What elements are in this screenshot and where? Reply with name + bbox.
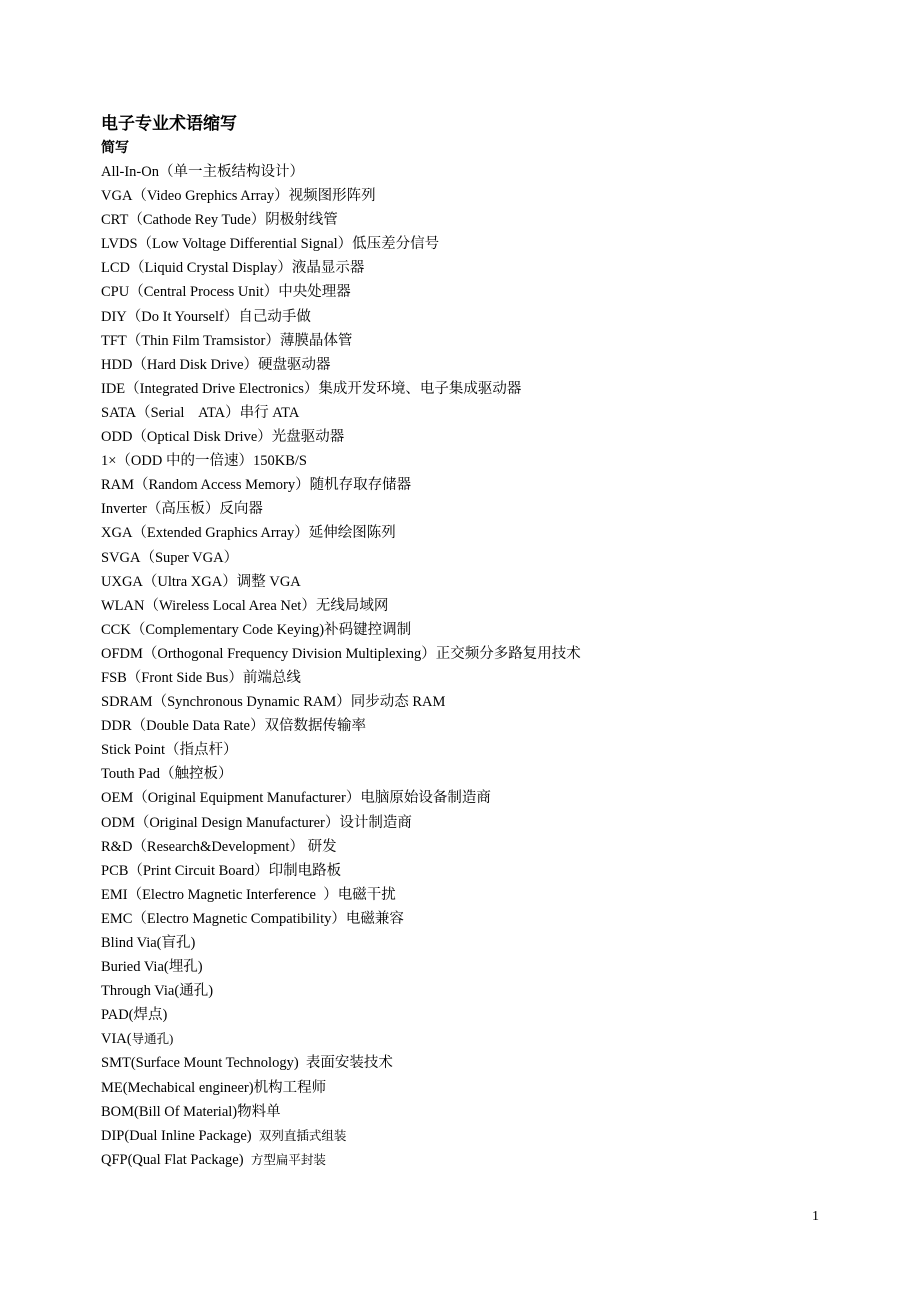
- term-text: CCK（Complementary Code Keying)补码键控调制: [101, 621, 412, 638]
- term-text: CRT（Cathode Rey Tude）阴极射线管: [101, 212, 338, 229]
- term-entry: [101, 521, 861, 545]
- term-entry: [101, 835, 861, 859]
- term-text: DIP(Dual Inline Package): [101, 1127, 259, 1144]
- term-entry: [101, 931, 861, 955]
- term-entry: [101, 570, 861, 594]
- term-text: SMT(Surface Mount Technology) 表面安装技术: [101, 1055, 393, 1072]
- term-entry: [101, 1148, 861, 1172]
- term-text: Through Via(通孔): [101, 983, 214, 1000]
- term-entry: [101, 280, 861, 304]
- term-text: ODD（Optical Disk Drive）光盘驱动器: [101, 429, 345, 446]
- term-entry: [101, 811, 861, 835]
- term-entry: [101, 160, 861, 184]
- term-entry: [101, 618, 861, 642]
- term-entry: [101, 738, 861, 762]
- term-text: Touth Pad（触控板）: [101, 766, 233, 783]
- term-list: [101, 160, 861, 1172]
- term-entry: [101, 546, 861, 570]
- document-title: 电子专业术语缩写: [101, 114, 237, 134]
- term-text: ODM（Original Design Manufacturer）设计制造商: [101, 814, 412, 831]
- term-text: EMC（Electro Magnetic Compatibility）电磁兼容: [101, 910, 404, 927]
- term-text: OEM（Original Equipment Manufacturer）电脑原始设备制造商: [101, 790, 491, 807]
- document-page: [101, 112, 861, 1172]
- term-entry: [101, 955, 861, 979]
- term-text: PAD(焊点): [101, 1007, 168, 1024]
- term-entry: [101, 1100, 861, 1124]
- term-text-tail: 导通孔): [131, 1032, 174, 1047]
- term-entry: [101, 1076, 861, 1100]
- term-text: 1×（ODD 中的一倍速）150KB/S: [101, 453, 307, 470]
- term-text-tail: 方型扁平封装: [250, 1152, 326, 1167]
- term-text: QFP(Qual Flat Package): [101, 1151, 251, 1168]
- term-text: DIY（Do It Yourself）自己动手做: [101, 308, 311, 325]
- term-entry: [101, 907, 861, 931]
- term-text: ME(Mechabical engineer)机构工程师: [101, 1079, 327, 1096]
- term-entry: [101, 208, 861, 232]
- term-text: Inverter（高压板）反向器: [101, 501, 263, 518]
- term-text-tail: 双列直插式组装: [258, 1128, 347, 1143]
- term-entry: [101, 883, 861, 907]
- term-entry: [101, 1051, 861, 1075]
- term-entry: [101, 762, 861, 786]
- term-entry: [101, 594, 861, 618]
- term-entry: [101, 859, 861, 883]
- term-text: XGA（Extended Graphics Array）延伸绘图陈列: [101, 525, 396, 542]
- term-text: IDE（Integrated Drive Electronics）集成开发环境、电子集成驱动器: [101, 380, 522, 397]
- term-text: HDD（Hard Disk Drive）硬盘驱动器: [101, 356, 331, 373]
- term-text: BOM(Bill Of Material)物料单: [101, 1103, 281, 1120]
- term-text: Stick Point（指点杆）: [101, 742, 238, 759]
- term-text: Buried Via(埋孔): [101, 959, 203, 976]
- term-entry: [101, 232, 861, 256]
- term-text: DDR（Double Data Rate）双倍数据传输率: [101, 718, 366, 735]
- term-text: UXGA（Ultra XGA）调整 VGA: [101, 573, 301, 590]
- term-text: RAM（Random Access Memory）随机存取存储器: [101, 477, 412, 494]
- term-text: LVDS（Low Voltage Differential Signal）低压差分信号: [101, 236, 440, 253]
- term-entry: [101, 473, 861, 497]
- term-text: WLAN（Wireless Local Area Net）无线局域网: [101, 597, 389, 614]
- term-entry: [101, 786, 861, 810]
- term-entry: [101, 353, 861, 377]
- term-text: VGA（Video Grephics Array）视频图形阵列: [101, 188, 376, 205]
- term-text: FSB（Front Side Bus）前端总线: [101, 669, 301, 686]
- term-text: Blind Via(盲孔): [101, 935, 196, 951]
- term-entry: [101, 449, 861, 473]
- term-entry: [101, 425, 861, 449]
- term-entry: [101, 377, 861, 401]
- term-entry: [101, 690, 861, 714]
- term-entry: [101, 1124, 861, 1148]
- term-text: EMI（Electro Magnetic Interference ）电磁干扰: [101, 886, 396, 903]
- term-text: SDRAM（Synchronous Dynamic RAM）同步动态 RAM: [101, 694, 446, 711]
- term-entry: [101, 497, 861, 521]
- term-entry: [101, 184, 861, 208]
- term-entry: [101, 256, 861, 280]
- term-entry: [101, 666, 861, 690]
- term-entry: [101, 305, 861, 329]
- term-entry: [101, 714, 861, 738]
- term-text: PCB（Print Circuit Board）印制电路板: [101, 862, 342, 879]
- term-text: VIA(: [101, 1031, 132, 1048]
- term-entry: [101, 1027, 861, 1051]
- page-number: 1: [812, 1209, 819, 1224]
- term-text: R&D（Research&Development） 研发: [101, 838, 337, 855]
- term-text: TFT（Thin Film Tramsistor）薄膜晶体管: [101, 332, 353, 349]
- term-text: SVGA（Super VGA）: [101, 549, 239, 566]
- term-entry: [101, 329, 861, 353]
- term-text: LCD（Liquid Crystal Display）液晶显示器: [101, 260, 365, 277]
- term-text: SATA（Serial ATA）串行 ATA: [101, 404, 300, 421]
- term-entry: [101, 401, 861, 425]
- term-entry: [101, 1003, 861, 1027]
- term-text: All-In-On（单一主板结构设计）: [101, 164, 304, 180]
- term-entry: [101, 642, 861, 666]
- term-text: CPU（Central Process Unit）中央处理器: [101, 284, 351, 301]
- section-heading: 简写: [101, 140, 129, 156]
- term-entry: [101, 979, 861, 1003]
- term-text: OFDM（Orthogonal Frequency Division Multiplexing）正交频分多路复用技术: [101, 645, 581, 662]
